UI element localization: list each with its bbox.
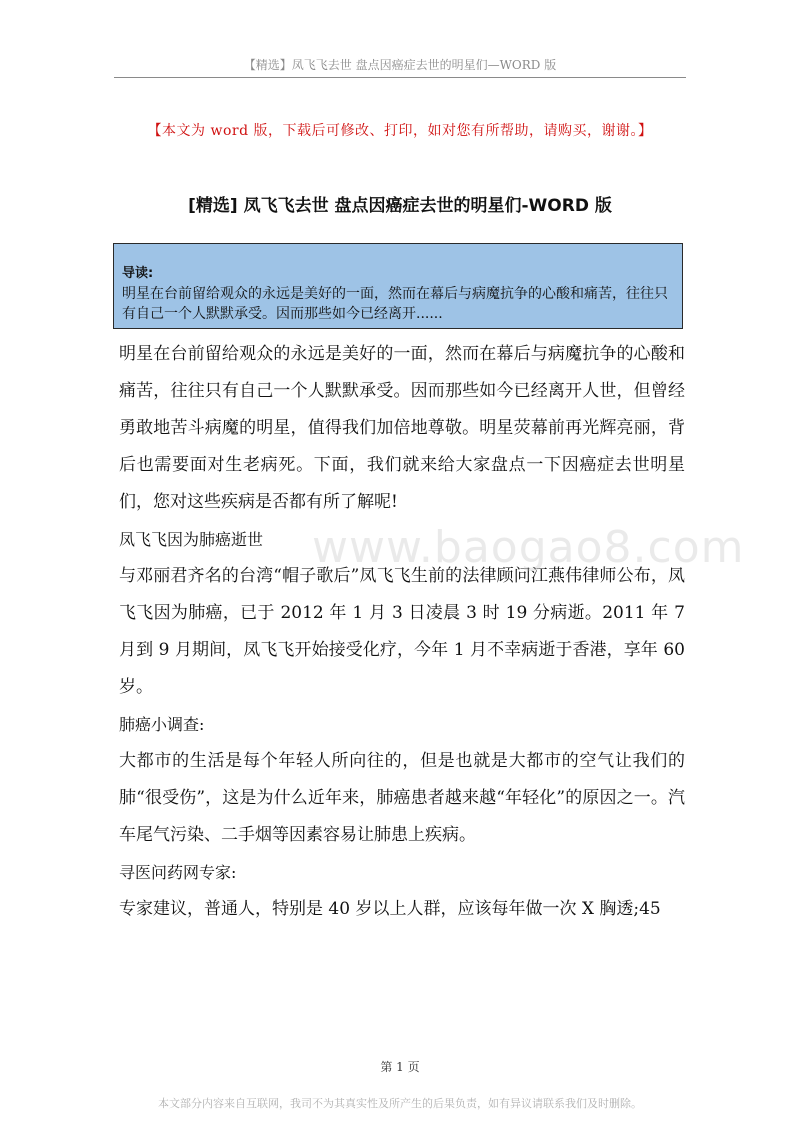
document-body — [119, 336, 685, 928]
summary-text: 明星在台前留给观众的永远是美好的一面，然而在幕后与病魔抗争的心酸和痛苦，往往只有自己一个人默默承受。因而那些如今已经离开...... — [122, 286, 668, 322]
header-divider — [114, 77, 686, 78]
document-title: [精选] 凤飞飞去世 盘点因癌症去世的明星们-WORD 版 — [188, 196, 612, 216]
paragraph-intro: 明星在台前留给观众的永远是美好的一面，然而在幕后与病魔抗争的心酸和痛苦，往往只有自己一个人默默承受。因而那些如今已经离开人世，但曾经勇敢地苦斗病魔的明星，值得我们加倍地尊敬。明星荧幕前再光辉亮丽，背后也需要面对生老病死。下面，我们就来给大家盘点一下因癌症去世明星们，您对这些疾病是否都有所了解呢! — [119, 344, 685, 512]
section-heading-survey: 肺癌小调查: — [119, 715, 205, 734]
download-notice: 【本文为 word 版，下载后可修改、打印，如对您有所帮助，请购买，谢谢。】 — [147, 123, 653, 139]
watermark: www.baogao8.com — [312, 522, 745, 573]
page-number: 第 1 页 — [380, 1060, 420, 1074]
paragraph-survey: 大都市的生活是每个年轻人所向往的，但是也就是大都市的空气让我们的肺“很受伤”，这是为什么近年来，肺癌患者越来越“年轻化”的原因之一。汽车尾气污染、二手烟等因素容易让肺患上疾病。 — [119, 751, 685, 845]
summary-label: 导读: — [122, 266, 154, 281]
paragraph-expert: 专家建议，普通人，特别是 40 岁以上人群，应该每年做一次 X 胸透;45 — [119, 899, 661, 919]
summary-box — [113, 243, 683, 329]
section-heading-expert: 寻医问药网专家: — [119, 863, 237, 882]
page-header: 【精选】凤飞飞去世 盘点因癌症去世的明星们—WORD 版 — [243, 58, 557, 72]
paragraph-news: 与邓丽君齐名的台湾“帽子歌后”凤飞飞生前的法律顾问江燕伟律师公布，凤飞飞因为肺癌，已于 2012 年 1 月 3 日凌晨 3 时 19 分病逝。2011 年 7 月到 9 月期间，凤飞飞开始接受化疗，今年 1 月不幸病逝于香港，享年 60 岁。 — [119, 566, 685, 697]
footer-disclaimer: 本文部分内容来自互联网，我司不为其真实性及所产生的后果负责，如有异议请联系我们及时删除。 — [158, 1097, 642, 1110]
section-heading-lung-cancer: 凤飞飞因为肺癌逝世 — [119, 530, 264, 549]
